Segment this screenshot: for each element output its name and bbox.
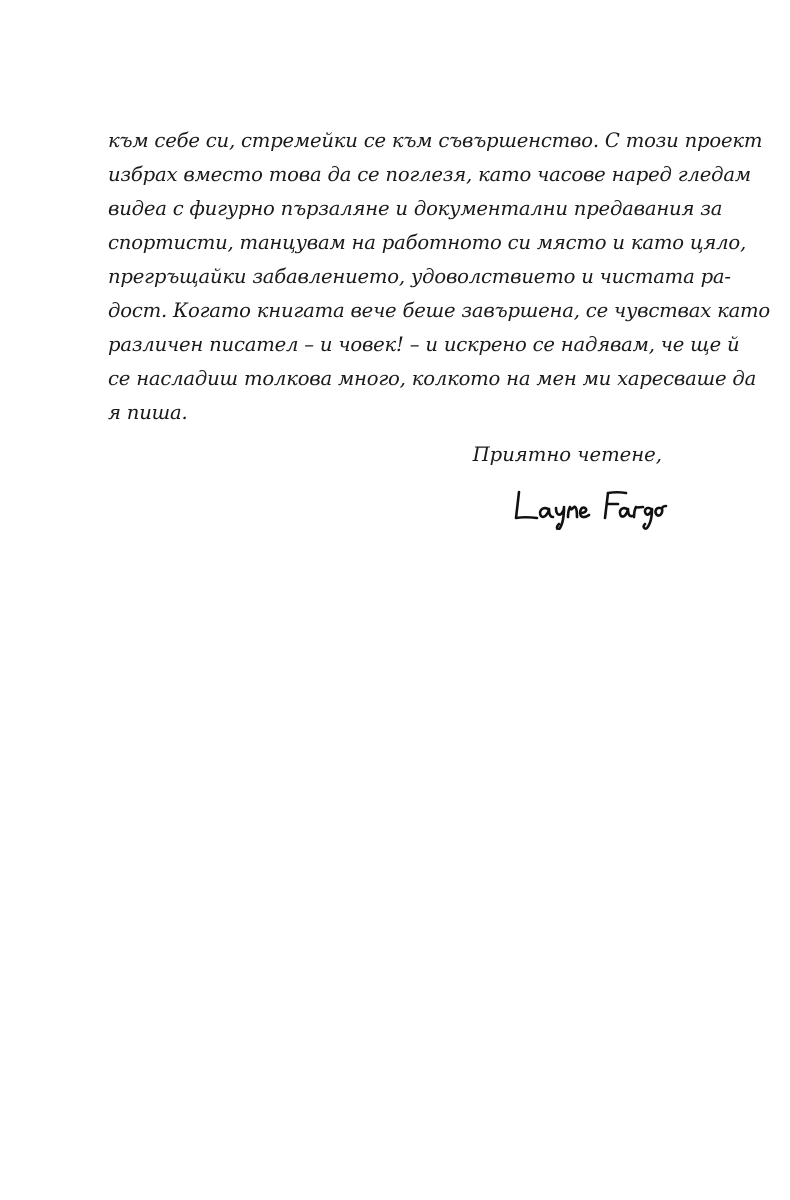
letter-line-6: дост. Когато книгата вече беше завършена, се чувствах като (108, 299, 771, 322)
letter-line-3: видеа с фигурно пързаляне и документални предавания за (108, 197, 723, 220)
letter-line-7: различен писател – и човек! – и искрено се надявам, че ще й (108, 333, 740, 356)
letter-line-1: към себе си, стремейки се към съвършенство. С този проект (108, 129, 763, 152)
letter-line-4: спортисти, танцувам на работното си място и като цяло, (108, 231, 747, 254)
letter-line-5: прегръщайки забавлението, удоволствието и чистата ра- (108, 265, 731, 288)
letter-line-2: избрах вместо това да се поглезя, като часове наред гледам (108, 163, 751, 186)
letter-line-9: я пиша. (108, 401, 188, 424)
closing-salutation: Приятно четене, (472, 443, 662, 466)
letter-body (108, 124, 771, 430)
handwritten-signature (512, 482, 668, 530)
letter-line-8: се насладиш толкова много, колкото на мен ми харесваше да (108, 367, 757, 390)
